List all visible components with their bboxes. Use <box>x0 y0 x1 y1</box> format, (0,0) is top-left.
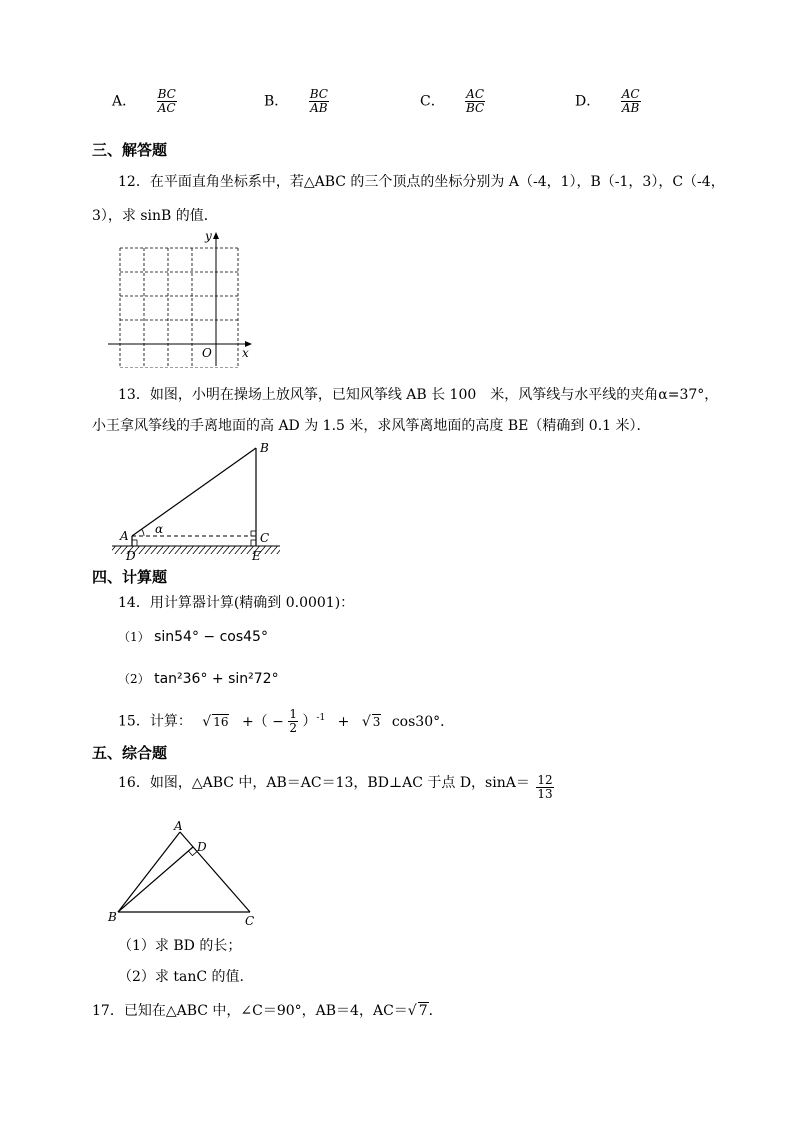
q14-text: 14．用计算器计算(精确到 0.0001)： <box>118 595 355 611</box>
part-label: （1） <box>118 630 150 644</box>
q15-line <box>118 708 454 735</box>
point-c-label: C <box>245 914 255 928</box>
section-title-answer: 三、解答题 <box>92 141 168 159</box>
sqrt-symbol: √ <box>202 713 212 730</box>
q12-line1: 12．在平面直角坐标系中，若△ABC 的三个顶点的坐标分别为 A（-4，1），B（-1，3），C（-4， <box>118 174 725 190</box>
q15-fraction <box>288 708 298 735</box>
q16-sub1: （1）求 BD 的长； <box>118 938 242 954</box>
fraction-denominator: BC <box>465 101 485 115</box>
kite-figure <box>108 440 286 564</box>
kite-string-ab <box>132 448 256 536</box>
option-b[interactable] <box>264 88 329 115</box>
fraction-denominator: AB <box>310 101 328 115</box>
q13-line1: 13．如图，小明在操场上放风筝，已知风筝线 AB 长 100 米，风筝线与水平线的夹角α=37°， <box>118 387 719 403</box>
fraction-numerator: BC <box>157 87 176 101</box>
point-a-label: A <box>174 820 183 833</box>
right-angle-mark <box>188 851 197 856</box>
altitude-bd <box>118 847 193 912</box>
sqrt-radicand-7: 7 <box>418 1003 428 1019</box>
fraction-denominator: 13 <box>537 787 553 801</box>
part-label: （2） <box>118 672 150 686</box>
option-c[interactable] <box>420 88 485 115</box>
option-letter: C． <box>420 93 445 110</box>
sqrt-symbol: √ <box>361 713 371 730</box>
point-d-label: D <box>126 549 136 563</box>
fraction-numerator: 1 <box>289 707 297 721</box>
point-e-label: E <box>252 549 261 563</box>
right-angle-mark-c <box>251 531 256 536</box>
fraction-numerator: AC <box>621 87 640 101</box>
point-d-label: D <box>197 840 207 854</box>
option-letter: A． <box>112 93 137 110</box>
sqrt-radicand-3: 3 <box>372 714 381 729</box>
q12-line2: 3），求 sinB 的值． <box>92 208 218 224</box>
option-letter: D． <box>575 93 601 110</box>
fraction-denominator: AB <box>621 101 640 115</box>
q16-sub2: （2）求 tanC 的值. <box>118 969 244 985</box>
part-expression: tan²36° + sin²72° <box>154 671 279 687</box>
fraction-numerator: BC <box>309 87 328 101</box>
part-expression: sin54° − cos45° <box>154 629 268 645</box>
y-axis-label: y <box>205 230 212 243</box>
option-letter: B． <box>264 93 289 110</box>
y-axis-arrow-icon <box>213 232 219 239</box>
option-fraction <box>621 88 641 115</box>
q17-end: ． <box>428 1003 443 1019</box>
side-ac <box>180 832 250 912</box>
q16-fraction <box>536 774 553 801</box>
section-title-calc: 四、计算题 <box>92 568 168 586</box>
option-d[interactable] <box>575 88 641 115</box>
q15-mid: +（ − <box>241 713 284 730</box>
q14-part2 <box>118 670 279 687</box>
right-angle-mark-d <box>132 540 137 546</box>
fraction-numerator: 12 <box>537 773 553 787</box>
q16-text: 16．如图，△ABC 中，AB＝AC＝13，BD⊥AC 于点 D，sinA＝ <box>118 775 530 791</box>
angle-alpha-arc <box>142 530 144 537</box>
fraction-denominator: 2 <box>289 721 297 735</box>
q17-text: 17．已知在△ABC 中，∠C＝90°，AB＝4，AC＝ <box>92 1003 408 1019</box>
point-a-label: A <box>120 529 129 543</box>
q15-exponent: -1 <box>316 712 326 723</box>
option-fraction <box>309 88 329 115</box>
fraction-numerator: AC <box>466 87 485 101</box>
q17-line <box>92 1000 443 1020</box>
side-ab <box>118 832 180 912</box>
angle-alpha-label: α <box>155 522 164 536</box>
q15-plus: + <box>337 713 350 730</box>
section-title-comprehensive: 五、综合题 <box>92 744 168 762</box>
sqrt-symbol: √ <box>407 1003 417 1019</box>
point-b-label: B <box>260 441 269 455</box>
sqrt-radicand-16: 16 <box>213 714 229 729</box>
right-angle-mark-e <box>251 540 256 546</box>
q15-close: ） <box>302 713 317 730</box>
option-a[interactable] <box>112 88 177 115</box>
q14-part1 <box>118 628 268 645</box>
q15-prefix: 15．计算： <box>118 713 192 730</box>
fraction-denominator: AC <box>157 101 176 115</box>
coordinate-grid-figure <box>108 230 256 368</box>
q16-line <box>118 772 554 801</box>
origin-label: O <box>202 346 212 360</box>
option-fraction <box>465 88 485 115</box>
triangle-figure <box>104 820 264 930</box>
point-c-label: C <box>260 531 270 545</box>
point-b-label: B <box>108 910 117 924</box>
x-axis-label: x <box>242 346 249 360</box>
option-fraction <box>157 88 177 115</box>
q15-cos: cos30°． <box>391 713 455 730</box>
q13-line2: 小王拿风筝线的手离地面的高 AD 为 1.5 米，求风筝离地面的高度 BE（精确到 0.1 米）． <box>92 418 651 434</box>
